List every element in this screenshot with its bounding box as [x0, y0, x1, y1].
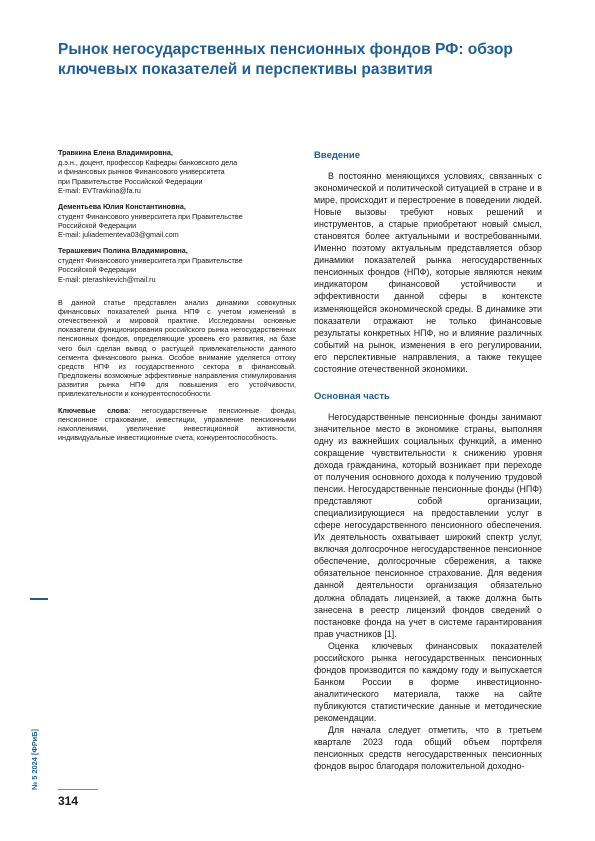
author-affiliation: студент Финансового университета при Правительстве: [58, 255, 243, 265]
keywords: [58, 406, 296, 442]
page-number: 314: [58, 794, 79, 808]
journal-issue: № 5 2024 [ФРиБ]: [30, 729, 39, 790]
keywords-text: : негосударственные пенсионные фонды, пенсионное страхование, инвестиции, управление пенсионными накоплениями, увеличение инвестиционной активности, индивидуальные инвестиционные счета, конкурентоспособность.: [58, 406, 297, 443]
section-heading-intro: Введение: [314, 150, 361, 161]
main-paragraph-3: Для начала следует отметить, что в третьем квартале 2023 года общий объем портфеля пенсионных средств негосударственных пенсионных фондов вырос благодаря положительной доходно-: [314, 725, 542, 772]
article-title: Рынок негосударственных пенсионных фондов РФ: обзор ключевых показателей и перспективы развития: [58, 41, 513, 78]
main-paragraph-2: Оценка ключевых финансовых показателей российского рынка негосударственных пенсионных фондов производится по каждому году и выпускается Банком России в форме инвестиционно-аналитического материала, также на сайте публикуются статистические данные и методические рекомендации.: [314, 640, 542, 723]
author-affiliation: д.э.н., доцент, профессор Кафедры банковского дела: [58, 158, 238, 167]
author-name: Травкина Елена Владимировна,: [58, 148, 173, 157]
margin-accent-rule: [30, 598, 48, 600]
author-affiliation: и финансовых рынков Финансового университета: [58, 167, 225, 177]
author-email[interactable]: E-mail: juliadementeva03@gmail.com: [58, 230, 179, 240]
author-affiliation: Российской Федерации: [58, 221, 137, 231]
author-name: Терашкевич Полина Владимировна,: [58, 245, 188, 255]
author-affiliation: Российской Федерации: [58, 265, 137, 275]
author-column: [58, 148, 296, 442]
abstract-text: В данной статье представлен анализ динамики совокупных финансовых показателей рынка НПФ с учетом изменений в отечественной и мировой практике. Исследованы основные показатели функционирования российского рынка негосударственных пенсионных фондов, определяющие уровень его развития, на базе чего был сделан вывод о растущей привлекательности данного сегмента финансового рынка. Особое внимание уделяется оттоку средств НПФ из государственного сектора в финансовый. Предложены возможные эффективные направления стимулирования развития рынка НПФ для повышения его устойчивости, привлекательности и конкурентоспособности.: [58, 298, 296, 398]
author-affiliation: студент Финансового университета при Правительстве: [58, 211, 243, 221]
author-block-1: [58, 148, 296, 196]
section-heading-main: Основная часть: [314, 390, 390, 402]
keywords-label: Ключевые слова: [58, 406, 129, 416]
intro-paragraph: В постоянно меняющихся условиях, связанных с экономической и политической ситуацией в стране и в мире, происходит и перестроение в поведении людей. Новые вызовы требуют новых решений и инструментов, а старые приобретают новый смысл, становятся более актуальными и востребованными. Именно поэтому актуальным представляется обзор динамики показателей рынка негосударственных пенсионных фондов (НПФ), которые являются неким индикатором финансовой устойчивости и эффективности данной сферы в контексте изменяющейся экономической среды. В динамике эти показатели отражают не только финансовые результаты конкретных НПФ, но и влияние различных событий на рынок, изменения в его регулировании, его перспективные направления, а также текущее состояние отечественной экономики.: [314, 171, 542, 374]
author-block-3: [58, 246, 296, 284]
main-paragraph-1: Негосударственные пенсионные фонды занимают значительное место в экономике страны, выполняя одну из важнейших социальных функций, а именно сокращение чувствительности к снижению уровня дохода гражданина, который возникает при переходе от получения основного дохода к получению трудовой пенсии. Негосударственные пенсионные фонды (НПФ) представляют собой организации, специализирующиеся на предоставлении услуг в сфере негосударственного пенсионного обеспечения. Их деятельность охватывает широкий спектр услуг, включая долгосрочное негосударственное пенсионное обеспечение, долгосрочные сбережения, а также обязательное пенсионное страхование. Для ведения данной деятельности организация обязательно должна обладать лицензией, а также должна быть занесена в реестр лицензий фондов сведений о постановке фонда на учет в системе гарантирования прав участников [1].: [314, 411, 542, 639]
body-column: [314, 150, 542, 772]
author-email[interactable]: E-mail: EVTravkina@fa.ru: [58, 186, 141, 196]
author-email[interactable]: E-mail: pterashkevich@mail.ru: [58, 274, 156, 284]
abstract: [58, 298, 296, 398]
footer-divider: [58, 789, 98, 790]
author-name: Дементьева Юлия Константиновна,: [58, 201, 186, 211]
author-block-2: [58, 202, 296, 240]
author-affiliation: при Правительстве Российской Федерации: [58, 176, 203, 186]
